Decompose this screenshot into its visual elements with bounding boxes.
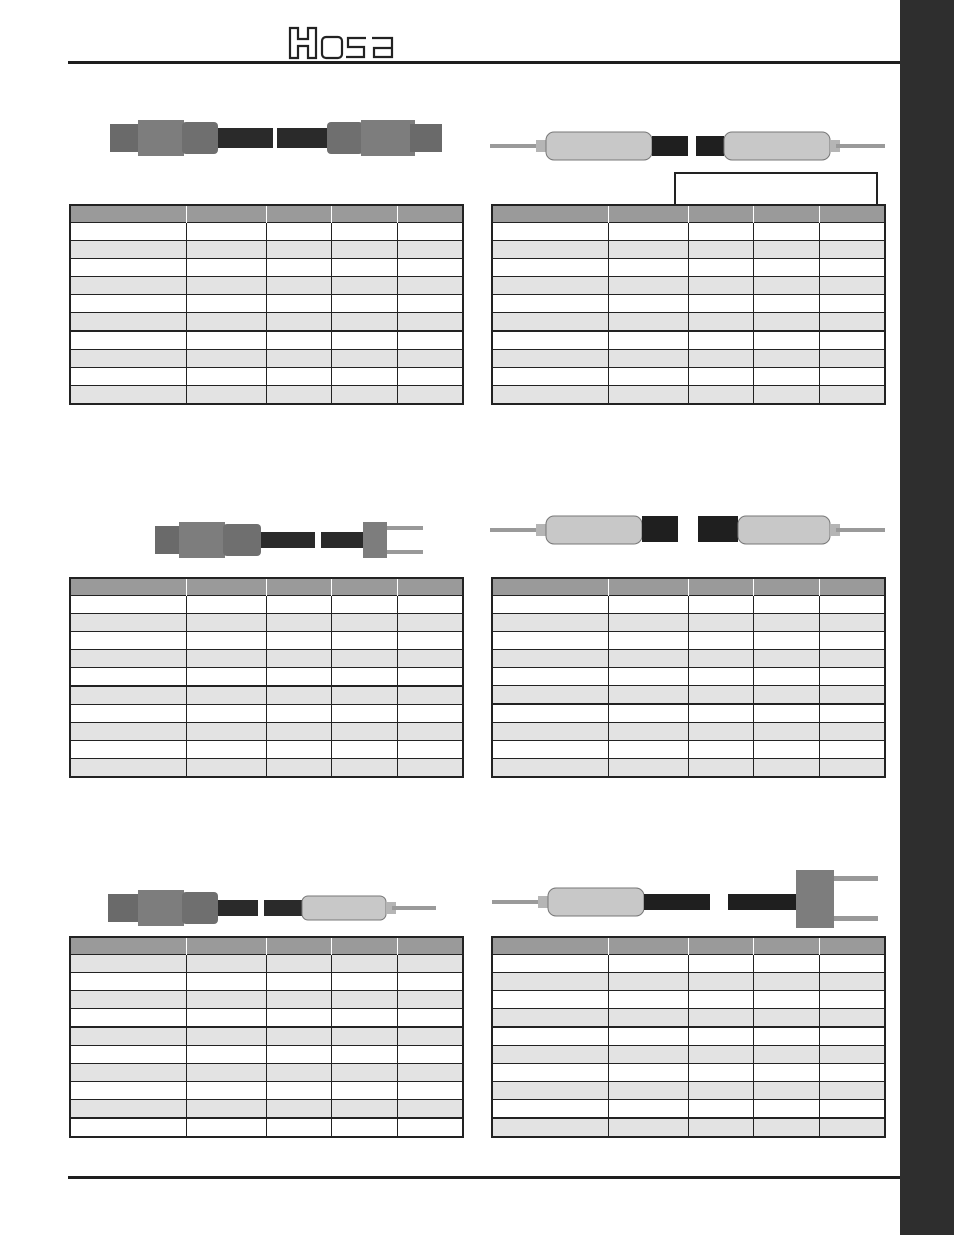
- table-row: [492, 259, 885, 277]
- table-header-row: [70, 937, 463, 955]
- table-row: [70, 668, 463, 687]
- table-row: [492, 1064, 885, 1082]
- spec-table-speakon-to-dual-banana: [69, 577, 464, 778]
- table-row: [492, 223, 885, 241]
- table-row: [70, 973, 463, 991]
- table-row: [70, 295, 463, 313]
- header-rule: [68, 61, 900, 64]
- quarter-inch-to-quarter-inch-cable-icon: [490, 126, 885, 166]
- table-row: [70, 1100, 463, 1119]
- table-header-row: [70, 578, 463, 596]
- table-header-row: [70, 205, 463, 223]
- table-row: [492, 668, 885, 686]
- speakon-to-quarter-inch-cable-icon: [108, 886, 436, 930]
- table-row: [492, 1118, 885, 1137]
- table-row: [492, 350, 885, 368]
- table-row: [492, 741, 885, 759]
- spec-table-quarter-inch-to-dual-banana: [491, 936, 886, 1138]
- table-row: [70, 350, 463, 368]
- spec-table-ts-to-ts-top: [491, 204, 886, 405]
- table-row: [492, 973, 885, 991]
- table-row: [70, 331, 463, 350]
- spec-table-speakon-to-speakon: [69, 204, 464, 405]
- table-row: [70, 632, 463, 650]
- table-row: [492, 1046, 885, 1064]
- table-row: [492, 295, 885, 313]
- table-row: [492, 723, 885, 741]
- table-row: [70, 1082, 463, 1100]
- table-row: [492, 955, 885, 973]
- table-row: [492, 331, 885, 350]
- table-row: [70, 991, 463, 1009]
- table-row: [70, 723, 463, 741]
- table-row: [492, 596, 885, 614]
- table-row: [70, 1118, 463, 1137]
- speakon-to-dual-banana-cable-icon: [155, 518, 425, 562]
- table-row: [70, 1009, 463, 1028]
- table-header-row: [492, 578, 885, 596]
- table-row: [492, 1009, 885, 1028]
- table-row: [70, 259, 463, 277]
- table-row: [492, 1082, 885, 1100]
- table-row: [70, 759, 463, 778]
- table-row: [492, 1027, 885, 1046]
- table-row: [70, 223, 463, 241]
- speakon-to-speakon-cable-icon: [110, 116, 460, 160]
- table-row: [70, 614, 463, 632]
- table-header-row: [492, 205, 885, 223]
- quarter-inch-to-quarter-inch-cable-icon: [490, 510, 885, 550]
- table-row: [492, 991, 885, 1009]
- spec-table-speakon-to-quarter-inch: [69, 936, 464, 1138]
- table-row: [492, 241, 885, 259]
- table-row: [70, 1027, 463, 1046]
- table-row: [70, 313, 463, 332]
- table-row: [492, 686, 885, 705]
- table-row: [492, 632, 885, 650]
- table-row: [492, 277, 885, 295]
- table-row: [70, 686, 463, 705]
- footer-rule: [68, 1176, 900, 1179]
- table-row: [70, 705, 463, 723]
- table-row: [492, 704, 885, 723]
- table-row: [70, 368, 463, 386]
- table-row: [492, 386, 885, 405]
- spec-table-ts-to-ts-middle: [491, 577, 886, 778]
- table-row: [70, 596, 463, 614]
- quarter-inch-to-dual-banana-cable-icon: [492, 866, 882, 932]
- table-row: [70, 741, 463, 759]
- table-row: [70, 277, 463, 295]
- table-row: [70, 386, 463, 405]
- table-row: [70, 650, 463, 668]
- table-row: [70, 1064, 463, 1082]
- table-row: [492, 1100, 885, 1119]
- bracket-annotation: [674, 172, 878, 204]
- table-row: [492, 650, 885, 668]
- table-row: [70, 1046, 463, 1064]
- table-row: [70, 955, 463, 973]
- table-row: [492, 368, 885, 386]
- table-row: [492, 759, 885, 778]
- hosa-logo-icon: [286, 24, 398, 62]
- page-side-tab: [900, 0, 954, 1235]
- table-row: [70, 241, 463, 259]
- table-row: [492, 313, 885, 332]
- table-header-row: [492, 937, 885, 955]
- table-row: [492, 614, 885, 632]
